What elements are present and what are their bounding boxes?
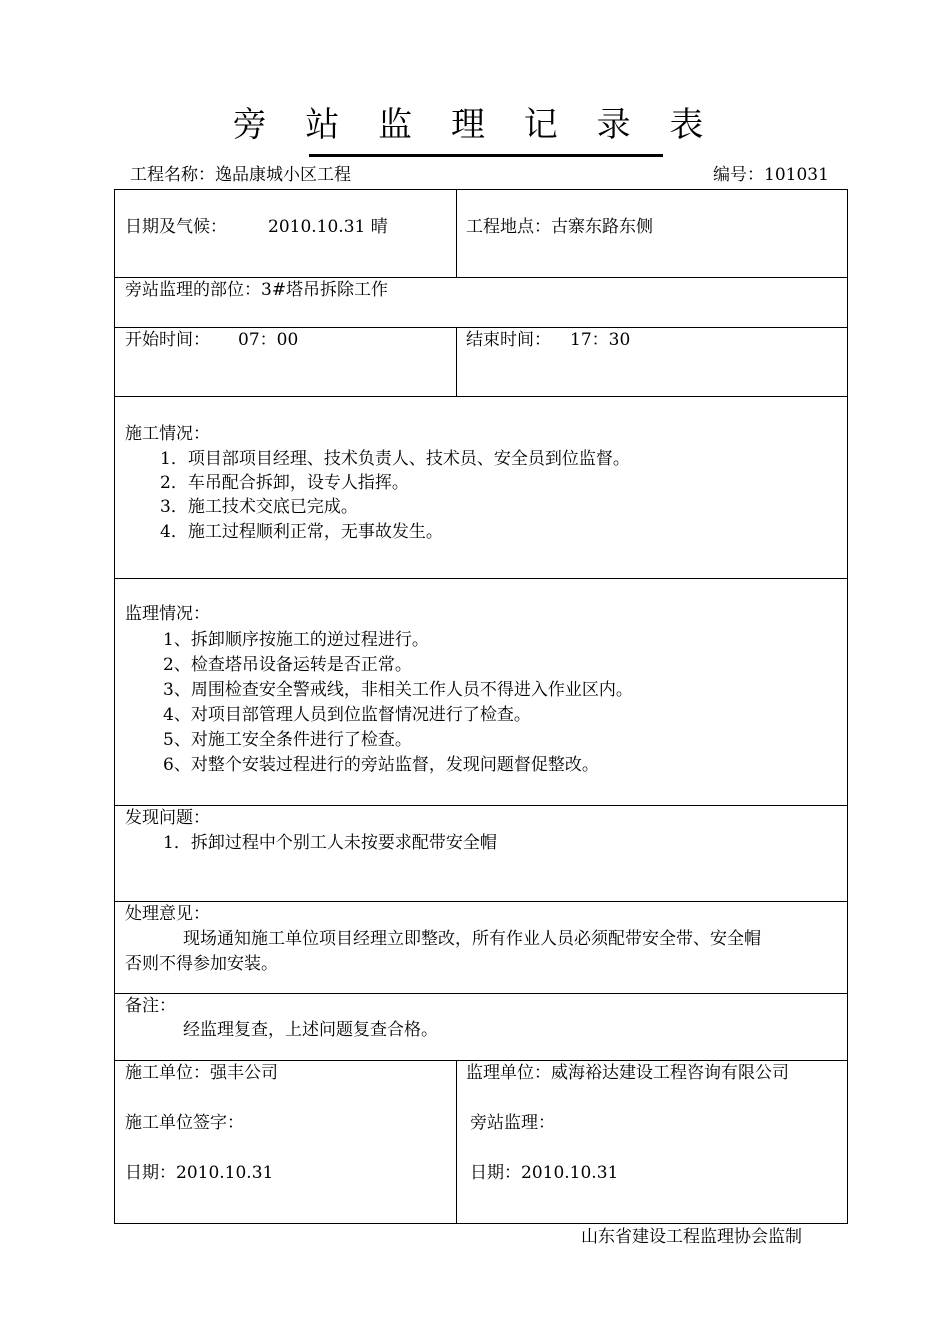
column-divider bbox=[456, 1060, 457, 1224]
row-divider bbox=[115, 901, 847, 902]
remarks-heading: 备注： bbox=[125, 996, 176, 1016]
row-divider bbox=[115, 1060, 847, 1061]
supervisor-date: 日期：2010.10.31 bbox=[470, 1163, 619, 1183]
footer-issuer: 山东省建设工程监理协会监制 bbox=[581, 1227, 802, 1247]
supervisor-unit: 监理单位：威海裕达建设工程咨询有限公司 bbox=[466, 1063, 789, 1083]
end-time-label: 结束时间： bbox=[466, 330, 551, 350]
supervisor-signature: 旁站监理： bbox=[470, 1113, 555, 1133]
contractor-signature: 施工单位签字： bbox=[125, 1113, 244, 1133]
row-divider bbox=[115, 396, 847, 397]
supervision-item: 5、对施工安全条件进行了检查。 bbox=[163, 730, 412, 750]
start-time-label: 开始时间： bbox=[125, 330, 210, 350]
handling-line: 现场通知施工单位项目经理立即整改，所有作业人员必须配带安全带、安全帽 bbox=[183, 929, 761, 949]
row-divider bbox=[115, 805, 847, 806]
row-divider bbox=[115, 277, 847, 278]
supervision-item: 2、检查塔吊设备运转是否正常。 bbox=[163, 655, 412, 675]
location: 工程地点：古寨东路东侧 bbox=[466, 217, 653, 237]
construction-heading: 施工情况： bbox=[125, 424, 210, 444]
supervision-item: 3、周围检查安全警戒线，非相关工作人员不得进入作业区内。 bbox=[163, 680, 633, 700]
handling-line: 否则不得参加安装。 bbox=[125, 954, 278, 974]
construction-item: 1．项目部项目经理、技术负责人、技术员、安全员到位监督。 bbox=[160, 449, 630, 469]
date-weather-label: 日期及气候： bbox=[125, 217, 227, 237]
page-title: 旁 站 监 理 记 录 表 bbox=[232, 105, 718, 145]
construction-item: 3．施工技术交底已完成。 bbox=[160, 497, 358, 517]
record-form bbox=[114, 189, 848, 1224]
handling-heading: 处理意见： bbox=[125, 904, 210, 924]
problems-heading: 发现问题： bbox=[125, 808, 210, 828]
construction-item: 2．车吊配合拆卸，设专人指挥。 bbox=[160, 473, 409, 493]
column-divider bbox=[456, 327, 457, 396]
supervision-item: 4、对项目部管理人员到位监督情况进行了检查。 bbox=[163, 705, 531, 725]
construction-item: 4．施工过程顺利正常，无事故发生。 bbox=[160, 522, 443, 542]
column-divider bbox=[456, 190, 457, 277]
supervision-item: 6、对整个安装过程进行的旁站监督，发现问题督促整改。 bbox=[163, 755, 599, 775]
remarks-text: 经监理复查，上述问题复查合格。 bbox=[183, 1020, 438, 1040]
date-weather-value: 2010.10.31 晴 bbox=[268, 217, 388, 237]
serial-number: 编号：101031 bbox=[713, 165, 829, 185]
end-time-value: 17：30 bbox=[570, 330, 631, 350]
contractor-unit: 施工单位：强丰公司 bbox=[125, 1063, 278, 1083]
project-name: 工程名称：逸品康城小区工程 bbox=[130, 165, 351, 185]
title-underline bbox=[309, 154, 663, 157]
supervision-item: 1、拆卸顺序按施工的逆过程进行。 bbox=[163, 630, 429, 650]
supervision-heading: 监理情况： bbox=[125, 604, 210, 624]
problem-item: 1．拆卸过程中个别工人未按要求配带安全帽 bbox=[163, 833, 497, 853]
row-divider bbox=[115, 327, 847, 328]
start-time-value: 07：00 bbox=[238, 330, 299, 350]
supervised-position: 旁站监理的部位：3#塔吊拆除工作 bbox=[125, 280, 389, 300]
row-divider bbox=[115, 993, 847, 994]
contractor-date: 日期：2010.10.31 bbox=[125, 1163, 274, 1183]
row-divider bbox=[115, 578, 847, 579]
